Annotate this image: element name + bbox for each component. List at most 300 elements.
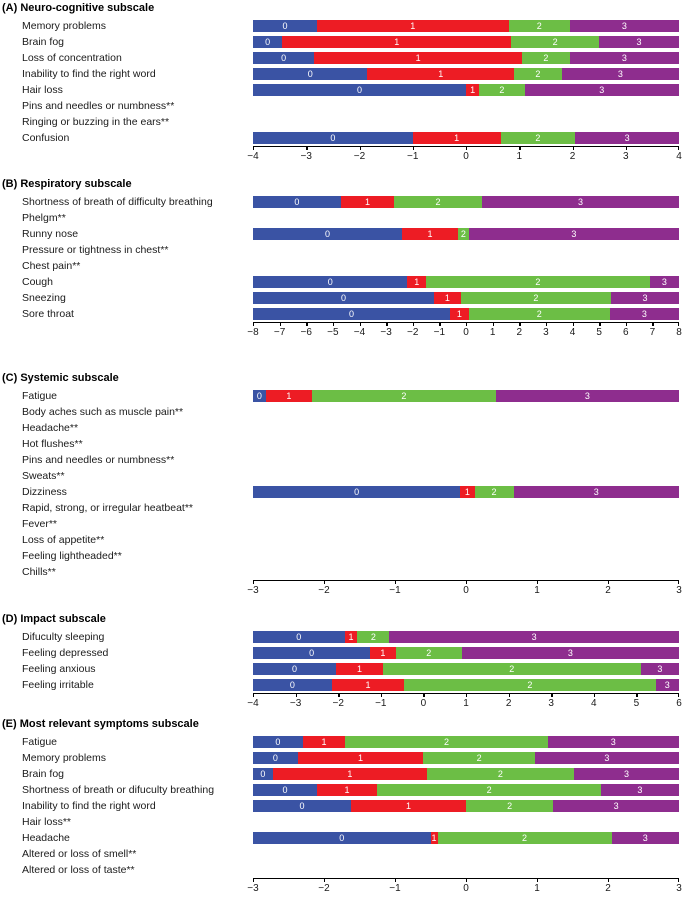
bar-segment-2: 2	[522, 52, 570, 64]
bar-segment-3: 3	[548, 736, 679, 748]
symptom-row	[0, 468, 685, 484]
stacked-bar	[253, 752, 679, 764]
symptom-label: Shortness of breath or difuculty breathing	[22, 784, 215, 796]
bar-segment-0: 0	[253, 276, 407, 288]
stacked-bar	[253, 784, 679, 796]
axis-tick-label: 0	[420, 698, 427, 709]
bar-segment-2: 2	[511, 36, 599, 48]
symptom-label: Loss of concentration	[22, 52, 122, 64]
axis-tick-label: 2	[516, 327, 523, 338]
symptom-row	[0, 436, 685, 452]
stacked-bar	[253, 663, 679, 675]
bar-segment-3: 3	[612, 832, 679, 844]
axis-tick	[395, 878, 396, 882]
symptom-row	[0, 388, 685, 404]
panel-rows	[0, 18, 685, 146]
symptom-label: Brain fog	[22, 36, 65, 48]
axis-tick	[608, 580, 609, 584]
bar-segment-0: 0	[253, 390, 266, 402]
axis-tick-label: −2	[407, 327, 419, 338]
bar-segment-0: 0	[253, 84, 466, 96]
bar-segment-2: 2	[479, 84, 524, 96]
symptom-row	[0, 677, 685, 693]
axis-tick-label: −1	[433, 327, 446, 338]
x-axis	[247, 580, 682, 602]
stacked-bar	[253, 768, 679, 780]
symptom-label: Chest pain**	[22, 260, 81, 272]
axis-tick	[386, 322, 387, 326]
bar-segment-0: 0	[253, 752, 298, 764]
bar-segment-3: 3	[389, 631, 679, 643]
bar-segment-1: 1	[298, 752, 424, 764]
axis-tick	[324, 580, 325, 584]
symptom-row	[0, 210, 685, 226]
symptom-row	[0, 452, 685, 468]
symptom-label: Fever**	[22, 518, 58, 530]
bar-segment-2: 2	[466, 800, 553, 812]
axis-tick-label: −1	[389, 883, 401, 894]
axis-tick	[381, 693, 382, 697]
bar-segment-2: 2	[383, 663, 641, 675]
axis-tick	[678, 322, 679, 326]
bar-segment-3: 3	[514, 486, 679, 498]
x-axis	[247, 693, 682, 715]
axis-tick	[573, 146, 574, 150]
bar-segment-3: 3	[574, 768, 679, 780]
symptom-row	[0, 98, 685, 114]
axis-tick	[466, 322, 467, 326]
stacked-bar	[253, 132, 679, 144]
bar-segment-3: 3	[641, 663, 679, 675]
bar-segment-0: 0	[253, 486, 460, 498]
axis-tick-label: −2	[353, 151, 366, 162]
axis-tick	[466, 878, 467, 882]
bar-segment-0: 0	[253, 52, 314, 64]
symptom-label: Chills**	[22, 566, 56, 578]
bar-segment-2: 2	[427, 768, 574, 780]
bar-segment-0: 0	[253, 784, 317, 796]
axis-tick-label: 0	[463, 151, 469, 162]
panel-title: (D) Impact subscale	[2, 613, 106, 625]
panel-rows	[0, 388, 685, 580]
symptom-label: Dizziness	[22, 486, 67, 498]
axis-tick-label: 3	[676, 585, 682, 596]
x-axis	[247, 322, 682, 344]
axis-tick	[413, 146, 414, 150]
axis-tick	[466, 146, 467, 150]
panel-b	[0, 178, 685, 344]
symptom-label: Altered or loss of taste**	[22, 864, 135, 876]
bar-segment-3: 3	[482, 196, 679, 208]
bar-segment-3: 3	[553, 800, 679, 812]
axis-tick	[537, 878, 538, 882]
axis-tick	[324, 878, 325, 882]
symptom-label: Feeling depressed	[22, 647, 109, 659]
axis-tick	[360, 146, 361, 150]
axis-tick	[253, 580, 254, 584]
axis-tick-label: −3	[380, 327, 392, 338]
bar-segment-3: 3	[611, 292, 679, 304]
symptom-label: Memory problems	[22, 20, 107, 32]
axis-tick-label: 2	[605, 883, 611, 894]
symptom-label: Feeling anxious	[22, 663, 96, 675]
axis-tick-label: −3	[247, 585, 259, 596]
bar-segment-2: 2	[377, 784, 601, 796]
axis-tick	[306, 322, 307, 326]
axis-tick	[253, 693, 254, 697]
axis-tick	[423, 693, 424, 697]
bar-segment-1: 1	[317, 784, 377, 796]
bar-segment-2: 2	[357, 631, 389, 643]
axis-tick	[551, 693, 552, 697]
axis-tick-label: 4	[676, 151, 682, 162]
symptom-label: Hair loss	[22, 84, 63, 96]
stacked-bar	[253, 832, 679, 844]
symptom-label: Fatigue	[22, 390, 58, 402]
axis-tick-label: 4	[591, 698, 597, 709]
axis-tick	[466, 580, 467, 584]
panel-e	[0, 718, 685, 900]
axis-tick	[599, 322, 600, 326]
symptom-row	[0, 532, 685, 548]
symptom-label: Cough	[22, 276, 53, 288]
bar-segment-3: 3	[570, 20, 679, 32]
symptom-label: Fatigue	[22, 736, 58, 748]
stacked-bar	[253, 736, 679, 748]
bar-segment-0: 0	[253, 228, 402, 240]
bar-segment-1: 1	[367, 68, 513, 80]
symptom-label: Altered or loss of smell**	[22, 848, 137, 860]
axis-tick-label: 8	[676, 327, 682, 338]
panel-rows	[0, 194, 685, 322]
bar-segment-0: 0	[253, 132, 413, 144]
stacked-bar	[253, 647, 679, 659]
bar-segment-1: 1	[460, 486, 474, 498]
symptom-row	[0, 629, 685, 645]
bar-segment-1: 1	[466, 84, 479, 96]
symptom-row	[0, 500, 685, 516]
stacked-bar	[253, 308, 679, 320]
bar-segment-2: 2	[438, 832, 612, 844]
bar-segment-3: 3	[525, 84, 679, 96]
bar-segment-1: 1	[413, 132, 501, 144]
bar-segment-2: 2	[396, 647, 462, 659]
symptom-label: Hair loss**	[22, 816, 72, 828]
axis-tick	[519, 146, 520, 150]
symptom-row	[0, 18, 685, 34]
axis-tick	[333, 322, 334, 326]
bar-segment-1: 1	[351, 800, 466, 812]
bar-segment-0: 0	[253, 736, 303, 748]
axis-tick-label: 1	[516, 151, 523, 162]
stacked-bar	[253, 228, 679, 240]
symptom-row	[0, 516, 685, 532]
symptom-row	[0, 66, 685, 82]
bar-segment-1: 1	[314, 52, 522, 64]
axis-tick-label: −4	[247, 698, 259, 709]
axis-tick-label: −4	[353, 327, 366, 338]
axis-tick	[678, 580, 679, 584]
axis-tick	[537, 580, 538, 584]
axis-tick	[678, 693, 679, 697]
axis-tick-label: 3	[622, 151, 629, 162]
axis-tick-label: 5	[596, 327, 602, 338]
symptom-row	[0, 242, 685, 258]
symptom-label: Inability to find the right word	[22, 800, 156, 812]
bar-segment-0: 0	[253, 292, 434, 304]
bar-segment-3: 3	[562, 68, 679, 80]
bar-segment-3: 3	[469, 228, 679, 240]
axis-tick-label: −2	[332, 698, 344, 709]
bar-segment-2: 2	[423, 752, 534, 764]
bar-segment-1: 1	[370, 647, 396, 659]
symptom-row	[0, 661, 685, 677]
symptom-label: Headache**	[22, 422, 79, 434]
symptom-row	[0, 226, 685, 242]
stacked-bar	[253, 196, 679, 208]
symptom-row	[0, 750, 685, 766]
axis-tick	[678, 146, 679, 150]
stacked-bar	[253, 276, 679, 288]
bar-segment-2: 2	[426, 276, 650, 288]
bar-segment-3: 3	[599, 36, 679, 48]
panel-a	[0, 2, 685, 168]
axis-tick-label: −1	[407, 151, 419, 162]
bar-segment-0: 0	[253, 647, 370, 659]
symptom-label: Difuculty sleeping	[22, 631, 105, 643]
symptom-label: Sweats**	[22, 470, 65, 482]
axis-tick-label: 0	[463, 883, 469, 894]
axis-tick	[280, 322, 281, 326]
axis-tick-label: 1	[534, 585, 540, 596]
stacked-bar	[253, 486, 679, 498]
symptom-label: Sneezing	[22, 292, 66, 304]
axis-tick-label: 1	[489, 327, 496, 338]
stacked-bar	[253, 679, 679, 691]
bar-segment-0: 0	[253, 832, 431, 844]
symptom-label: Brain fog	[22, 768, 65, 780]
bar-segment-0: 0	[253, 800, 351, 812]
axis-tick	[466, 693, 467, 697]
bar-segment-3: 3	[462, 647, 679, 659]
bar-segment-1: 1	[407, 276, 426, 288]
axis-tick-label: 3	[548, 698, 554, 709]
panel-rows	[0, 629, 685, 693]
symptom-row	[0, 404, 685, 420]
symptom-label: Memory problems	[22, 752, 107, 764]
axis-tick-label: 7	[649, 327, 656, 338]
bar-segment-0: 0	[253, 68, 367, 80]
axis-tick-label: −1	[375, 698, 387, 709]
stacked-bar	[253, 20, 679, 32]
bar-segment-1: 1	[431, 833, 437, 843]
bar-segment-1: 1	[341, 196, 394, 208]
bar-segment-1: 1	[332, 679, 404, 691]
axis-tick	[626, 322, 627, 326]
axis-tick	[546, 322, 547, 326]
axis-tick-label: −1	[389, 585, 401, 596]
symptom-row	[0, 130, 685, 146]
axis-tick-label: 1	[463, 698, 469, 709]
axis-tick	[493, 322, 494, 326]
symptom-row	[0, 766, 685, 782]
symptom-row	[0, 258, 685, 274]
bar-segment-1: 1	[303, 736, 346, 748]
symptom-row	[0, 50, 685, 66]
bar-segment-0: 0	[253, 631, 345, 643]
symptom-label: Pins and needles or numbness**	[22, 100, 175, 112]
axis-tick-label: −3	[289, 698, 302, 709]
panel-title: (C) Systemic subscale	[2, 372, 119, 384]
bar-segment-1: 1	[345, 631, 358, 643]
axis-tick	[652, 322, 653, 326]
bar-segment-0: 0	[253, 196, 341, 208]
bar-segment-1: 1	[336, 663, 383, 675]
stacked-bar	[253, 292, 679, 304]
axis-tick	[296, 693, 297, 697]
symptom-row	[0, 548, 685, 564]
bar-segment-0: 0	[253, 679, 332, 691]
axis-tick	[253, 878, 254, 882]
symptom-row	[0, 274, 685, 290]
axis-tick	[360, 322, 361, 326]
x-axis	[247, 878, 682, 900]
axis-tick-label: 2	[569, 151, 576, 162]
stacked-bar	[253, 52, 679, 64]
axis-tick	[253, 322, 254, 326]
stacked-bar	[253, 631, 679, 643]
bar-segment-2: 2	[514, 68, 562, 80]
axis-tick-label: 0	[463, 327, 469, 338]
axis-tick	[395, 580, 396, 584]
panel-c	[0, 372, 685, 602]
stacked-bar	[253, 36, 679, 48]
bar-segment-2: 2	[469, 308, 610, 320]
bar-segment-3: 3	[601, 784, 679, 796]
axis-tick	[626, 146, 627, 150]
symptom-row	[0, 782, 685, 798]
symptom-label: Confusion	[22, 132, 70, 144]
axis-tick-label: −8	[247, 327, 259, 338]
stacked-bar	[253, 84, 679, 96]
symptom-row	[0, 484, 685, 500]
axis-tick	[636, 693, 637, 697]
axis-tick-label: −5	[327, 327, 339, 338]
axis-tick	[306, 146, 307, 150]
bar-segment-2: 2	[461, 292, 611, 304]
axis-tick	[608, 878, 609, 882]
panel-rows	[0, 734, 685, 878]
bar-segment-2: 2	[501, 132, 576, 144]
bar-segment-0: 0	[253, 663, 336, 675]
symptom-row	[0, 564, 685, 580]
axis-tick-label: 5	[633, 698, 640, 709]
bar-segment-0: 0	[253, 308, 450, 320]
symptom-row	[0, 194, 685, 210]
symptom-label: Body aches such as muscle pain**	[22, 406, 184, 418]
symptom-row	[0, 830, 685, 846]
bar-segment-2: 2	[458, 228, 469, 240]
symptom-row	[0, 306, 685, 322]
symptom-row	[0, 290, 685, 306]
panel-title: (E) Most relevant symptoms subscale	[2, 718, 199, 730]
bar-segment-1: 1	[273, 768, 427, 780]
symptom-label: Hot flushes**	[22, 438, 83, 450]
bar-segment-3: 3	[570, 52, 679, 64]
axis-tick-label: 2	[605, 585, 611, 596]
panel-d	[0, 613, 685, 715]
axis-tick-label: −3	[247, 883, 259, 894]
symptom-row	[0, 645, 685, 661]
stacked-bar	[253, 68, 679, 80]
bar-segment-0: 0	[253, 36, 282, 48]
bar-segment-3: 3	[575, 132, 679, 144]
symptom-label: Headache	[22, 832, 70, 844]
symptom-label: Feeling irritable	[22, 679, 94, 691]
symptom-row	[0, 734, 685, 750]
axis-tick	[413, 322, 414, 326]
bar-segment-1: 1	[434, 292, 461, 304]
symptom-row	[0, 862, 685, 878]
bar-segment-2: 2	[509, 20, 570, 32]
bar-segment-3: 3	[650, 276, 679, 288]
axis-tick	[519, 322, 520, 326]
axis-tick	[573, 322, 574, 326]
panel-title: (A) Neuro-cognitive subscale	[2, 2, 155, 14]
bar-segment-3: 3	[496, 390, 679, 402]
bar-segment-1: 1	[402, 228, 458, 240]
symptom-row	[0, 114, 685, 130]
bar-segment-1: 1	[450, 308, 469, 320]
bar-segment-3: 3	[535, 752, 679, 764]
axis-tick-label: −3	[300, 151, 312, 162]
symptom-label: Pins and needles or numbness**	[22, 454, 175, 466]
axis-tick	[338, 693, 339, 697]
axis-tick-label: 2	[505, 698, 512, 709]
axis-tick-label: 3	[676, 883, 682, 894]
symptom-row	[0, 814, 685, 830]
symptom-label: Pressure or tightness in chest**	[22, 244, 169, 256]
symptom-row	[0, 798, 685, 814]
axis-tick	[509, 693, 510, 697]
x-axis	[247, 146, 682, 168]
symptom-label: Inability to find the right word	[22, 68, 156, 80]
symptom-row	[0, 420, 685, 436]
axis-tick	[439, 322, 440, 326]
symptom-label: Ringing or buzzing in the ears**	[22, 116, 170, 128]
axis-tick-label: 1	[534, 883, 540, 894]
axis-tick-label: 3	[543, 327, 549, 338]
bar-segment-2: 2	[345, 736, 547, 748]
symptom-row	[0, 34, 685, 50]
symptom-label: Feeling lightheaded**	[22, 550, 122, 562]
bar-segment-0: 0	[253, 768, 273, 780]
axis-tick-label: −2	[318, 585, 330, 596]
axis-tick-label: 6	[622, 327, 629, 338]
bar-segment-2: 2	[404, 679, 655, 691]
symptom-row	[0, 82, 685, 98]
bar-segment-3: 3	[610, 308, 679, 320]
axis-tick	[678, 878, 679, 882]
axis-tick	[253, 146, 254, 150]
symptom-label: Loss of appetite**	[22, 534, 105, 546]
axis-tick	[594, 693, 595, 697]
bar-segment-3: 3	[656, 679, 679, 691]
stacked-bar	[253, 800, 679, 812]
bar-segment-2: 2	[312, 390, 496, 402]
axis-tick-label: 4	[569, 327, 576, 338]
symptom-label: Runny nose	[22, 228, 79, 240]
